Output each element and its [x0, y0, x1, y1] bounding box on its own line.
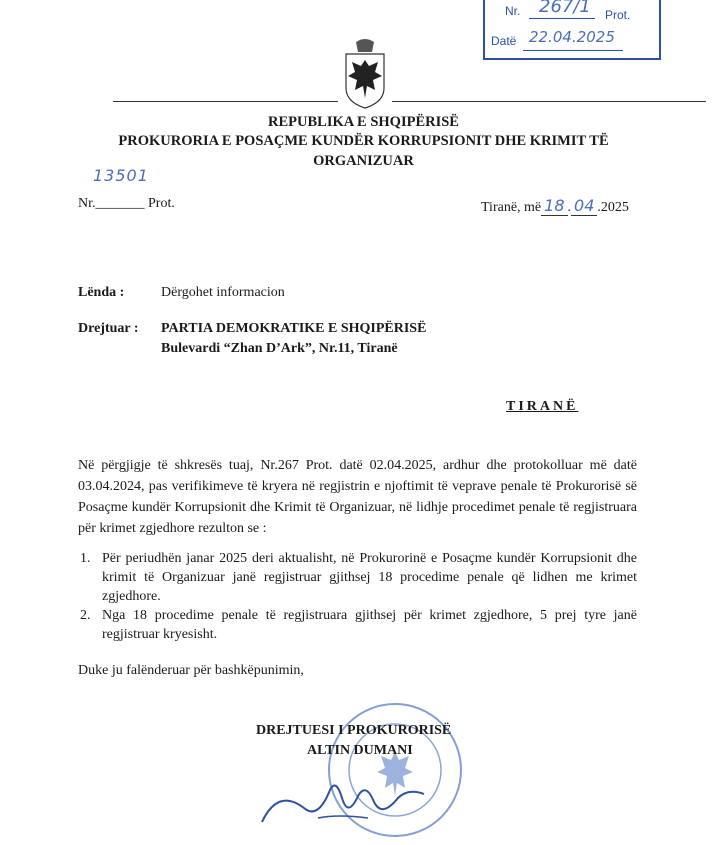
- header-rule-right: [392, 101, 706, 102]
- prot-label: Prot.: [148, 196, 175, 211]
- addressee-label: Drejtuar :: [78, 321, 139, 336]
- city-heading: TIRANË: [506, 399, 579, 414]
- closing-line: Duke ju falënderuar për bashkëpunimin,: [78, 663, 304, 678]
- list-item-text: Për periudhën janar 2025 deri aktualisht, në Prokurorinë e Posaçme kundër Korrupsionit dhe krimit të Organizuar janë regjistruar gjithsej 18 procedime penale që lidhen me krimet zgjedhore.: [102, 551, 637, 604]
- stamp-prot-label: Prot.: [605, 8, 631, 22]
- intro-paragraph: Në përgjigje të shkresës tuaj, Nr.267 Prot. datë 02.04.2025, ardhur dhe protokolluar më datë 03.04.2024, pas verifikimeve të kryera në regjistrin e njoftimit të veprave penale të Prokurorisë së Posaçme kundër Korrupsionit dhe Krimit të Organizuar, në lidhje procedimet penale të regjistruara për krimet zgjedhore rezulton se :: [78, 458, 637, 536]
- stamp-nr-label: Nr.: [505, 4, 521, 18]
- list-item-text: Nga 18 procedime penale të regjistruara gjithsej për krimet zgjedhore, 5 prej tyre janë regjistruar kryesisht.: [102, 608, 637, 642]
- list-item-number: 2.: [80, 608, 91, 623]
- received-stamp: [483, 0, 661, 60]
- handwritten-signature: [258, 768, 428, 824]
- albania-emblem-icon: [342, 38, 388, 110]
- list-item: [80, 549, 637, 606]
- nr-blank: _______: [95, 196, 145, 211]
- year: .2025: [597, 200, 629, 215]
- nr-label: Nr.: [78, 196, 96, 211]
- header-rule-left: [113, 101, 338, 102]
- list-item: [80, 606, 637, 644]
- stamp-nr-value: 267/1: [539, 0, 591, 17]
- signatory-name: ALTIN DUMANI: [307, 743, 413, 758]
- office-heading-line1: PROKURORIA E POSAÇME KUNDËR KORRUPSIONIT DHE KRIMIT TË: [118, 133, 609, 149]
- place-prefix: Tiranë, më: [481, 200, 542, 215]
- handwritten-day: 18: [541, 196, 567, 216]
- subject-value: Dërgohet informacion: [161, 285, 285, 300]
- addressee-address: Bulevardi “Zhan D’Ark”, Nr.11, Tiranë: [161, 341, 398, 356]
- reference-number: [78, 196, 175, 212]
- handwritten-month: 04: [571, 196, 597, 216]
- list-item-number: 1.: [80, 551, 91, 566]
- stamp-date-label: Datë: [491, 34, 517, 48]
- office-heading-line2: ORGANIZUAR: [313, 153, 414, 169]
- date-place: Tiranë, më 18 . 04 .2025: [481, 196, 629, 215]
- addressee-name: PARTIA DEMOKRATIKE E SHQIPËRISË: [161, 321, 427, 336]
- republic-heading: REPUBLIKA E SHQIPËRISË: [268, 114, 459, 130]
- signatory-title: DREJTUESI I PROKURORISË: [256, 723, 452, 738]
- stamp-date-value: 22.04.2025: [529, 28, 615, 46]
- handwritten-reference-number: 13501: [93, 166, 149, 185]
- subject-label: Lënda :: [78, 285, 125, 300]
